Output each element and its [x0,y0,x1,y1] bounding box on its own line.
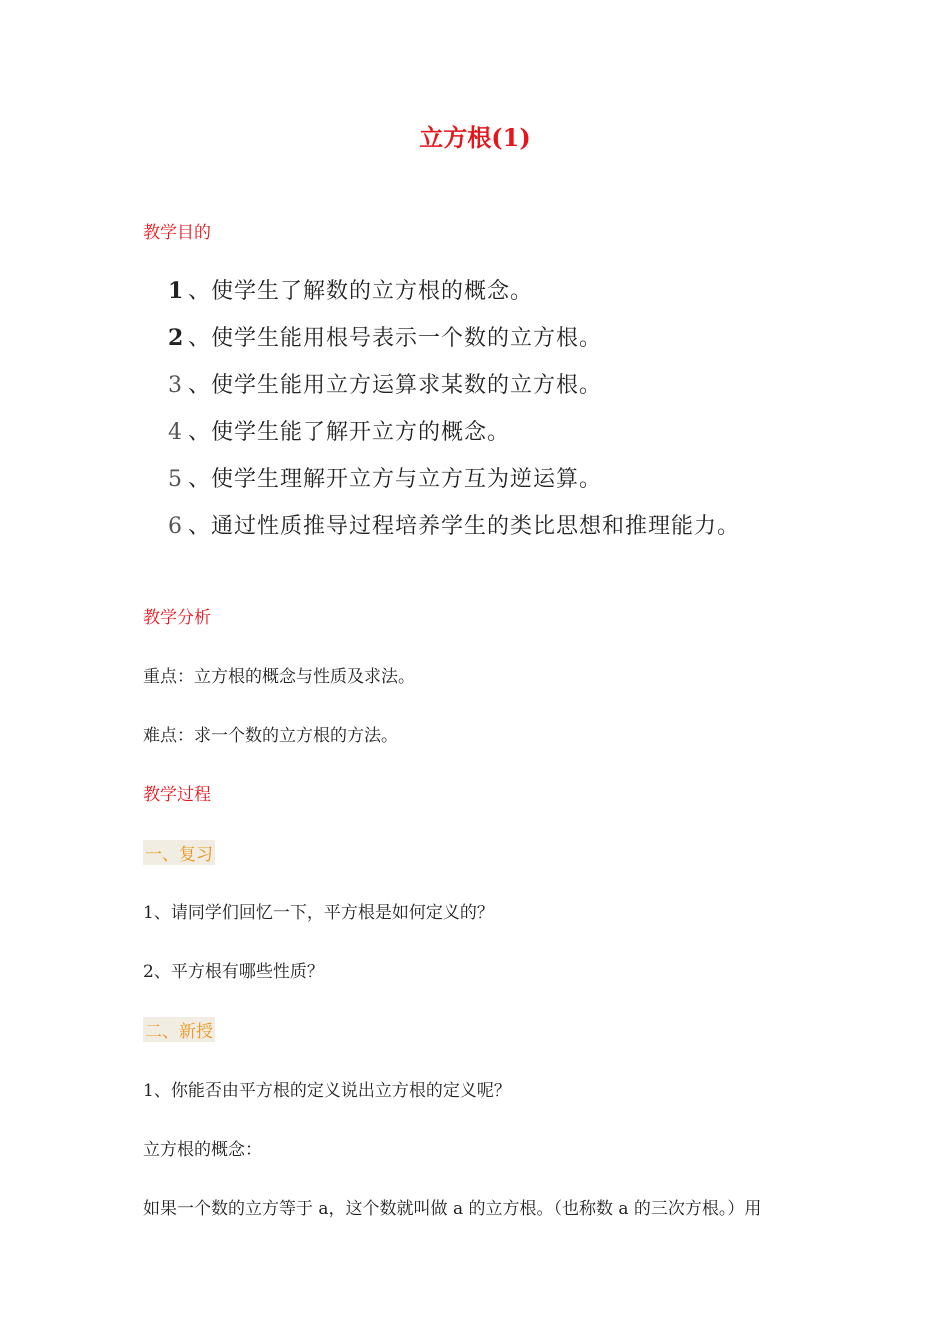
objective-text: 、使学生能了解开立方的概念。 [188,420,511,445]
objective-item [168,368,868,415]
objective-number: 3 [168,373,183,398]
objective-number: 4 [168,420,183,445]
concept-label: 立方根的概念： [143,1140,262,1160]
review-heading: 一、复习 [143,840,215,865]
objective-item [168,321,868,368]
objective-text: 、通过性质推导过程培养学生的类比思想和推理能力。 [188,514,741,539]
definition-text: 如果一个数的立方等于 a，这个数就叫做 a 的立方根。（也称数 a 的三次方根。）用 [143,1199,762,1219]
new-lesson-heading: 二、新授 [143,1017,215,1042]
objective-item [168,274,868,321]
objective-item [168,415,868,462]
process-heading: 教学过程 [143,785,211,805]
objective-text: 、使学生能用根号表示一个数的立方根。 [188,326,603,351]
objective-number: 2 [168,325,185,351]
review-question-1: 1、请同学们回忆一下，平方根是如何定义的？ [143,903,494,923]
objective-text: 、使学生了解数的立方根的概念。 [188,279,534,304]
new-lesson-question-1: 1、你能否由平方根的定义说出立方根的定义呢？ [143,1081,511,1101]
page-title: 立方根(1) [419,123,531,152]
objective-number: 1 [168,278,185,304]
objective-text: 、使学生理解开立方与立方互为逆运算。 [188,467,603,492]
objective-text: 、使学生能用立方运算求某数的立方根。 [188,373,603,398]
objective-item [168,509,868,556]
difficulty-text: 难点：求一个数的立方根的方法。 [143,726,398,746]
objectives-list [168,274,868,556]
key-point-text: 重点：立方根的概念与性质及求法。 [143,667,415,687]
goals-heading: 教学目的 [143,223,211,243]
objective-number: 5 [168,467,183,492]
objective-number: 6 [168,514,183,539]
analysis-heading: 教学分析 [143,608,211,628]
review-question-2: 2、平方根有哪些性质？ [143,962,324,982]
objective-item [168,462,868,509]
